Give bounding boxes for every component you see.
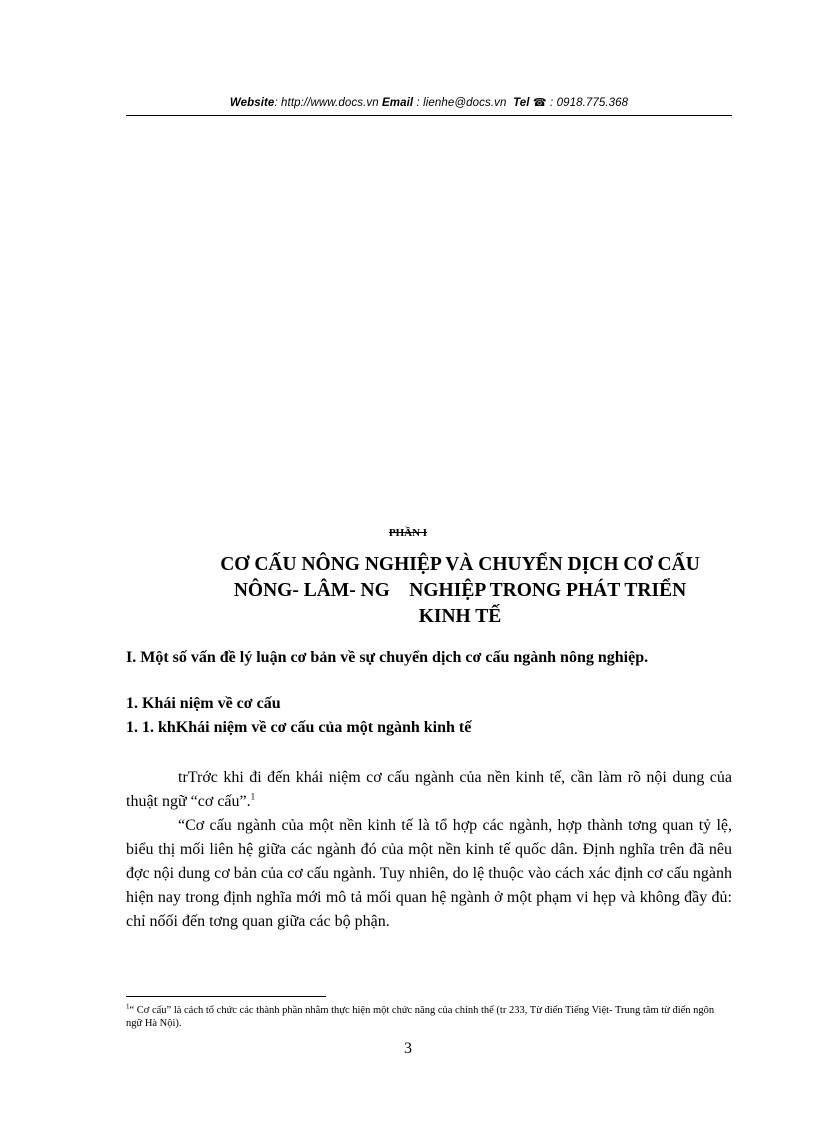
website-url: http://www.docs.vn [281, 97, 379, 109]
chapter-title-line-1: CƠ CẤU NÔNG NGHIỆP VÀ CHUYỂN DỊCH CƠ CẤU [220, 554, 700, 575]
footnote-divider [126, 996, 326, 997]
footnote [126, 1004, 732, 1030]
chapter-title-line-2: NÔNG- LÂM- NG NGHIỆP TRONG PHÁT TRIỂN [233, 580, 687, 601]
tel-separator: : [546, 97, 557, 109]
part-label: PHẦN I [388, 527, 428, 539]
body-paragraph-1-text: trTrớc khi đi đến khái niệm cơ cấu ngành của nền kinh tế, cần làm rõ nội dung của thuật ngữ “cơ cấu”. [126, 769, 732, 810]
email-separator: : [413, 97, 424, 109]
footnote-text: “ Cơ cấu” là cách tổ chức các thành phần nhằm thực hiện một chức năng của chỉnh thể (tr 233, Từ điển Tiếng Việt- Trung tâm từ điển ngôn ngữ Hà Nội). [126, 1005, 715, 1029]
chapter-title-line-3: KINH TẾ [418, 606, 502, 627]
website-label: Website [229, 97, 275, 109]
sub-heading-sector-concept: 1. 1. khKhái niệm về cơ cấu của một ngành kinh tế [126, 719, 472, 736]
page-header [126, 96, 732, 109]
body-paragraph-1 [126, 766, 732, 814]
footnote-reference[interactable]: 1 [250, 791, 256, 802]
section-heading: I. Một số vấn đề lý luận cơ bản về sự chuyển dịch cơ cấu ngành nông nghiệp. [126, 649, 649, 666]
page-number: 3 [404, 1040, 412, 1057]
email-label: Email [382, 97, 414, 109]
header-divider [126, 115, 732, 116]
website-separator: : [274, 97, 282, 109]
email-value: lienhe@docs.vn [423, 97, 507, 109]
sub-heading-concept: 1. Khái niệm về cơ cấu [126, 695, 281, 712]
tel-value: 0918.775.368 [556, 97, 629, 109]
chapter-title [126, 552, 794, 630]
footnote-marker: 1 [126, 1002, 130, 1011]
body-paragraph-2: “Cơ cấu ngành của một nền kinh tế là tổ hợp các ngành, hợp thành tơng quan tỷ lệ, biểu thị mối liên hệ giữa các ngành đó của một nền kinh tế quốc dân. Định nghĩa trên đã nêu đợc nội dung cơ bản của cơ cấu ngành. Tuy nhiên, do lệ thuộc vào cách xác định cơ cấu ngành hiện nay trong định nghĩa mới mô tả mối quan hệ ngành ở một phạm vi hẹp và không đầy đủ: chỉ nốối đến tơng quan giữa các bộ phận. [126, 817, 732, 930]
tel-label: Tel [513, 97, 530, 109]
phone-icon: ☎ [532, 97, 547, 109]
